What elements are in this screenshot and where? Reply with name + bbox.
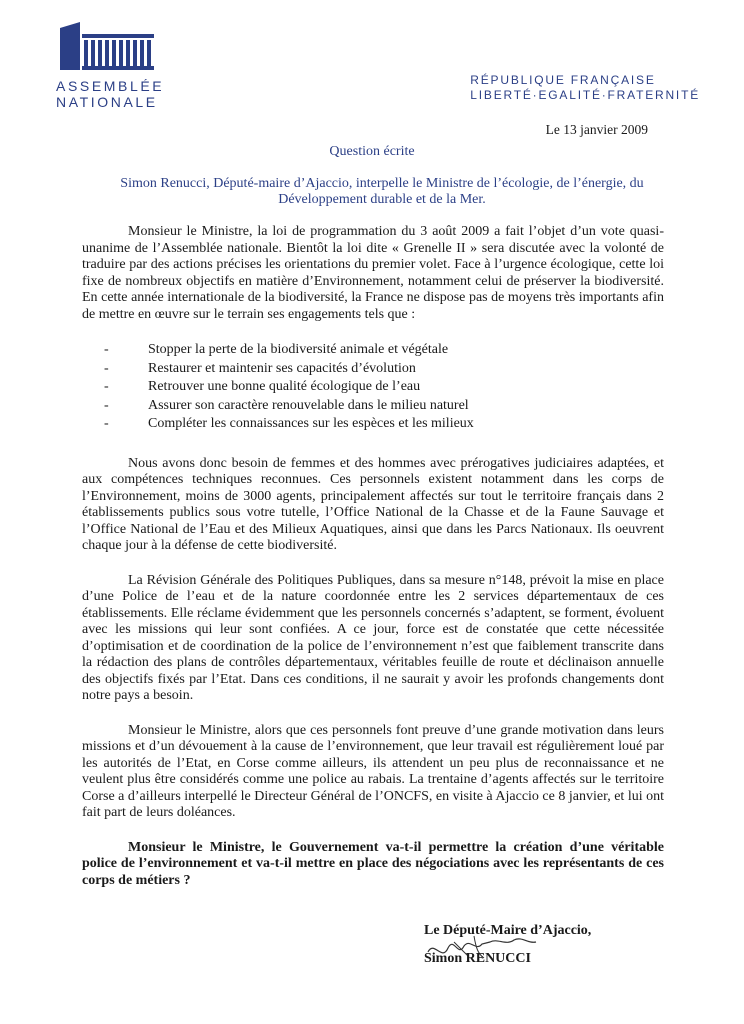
- republic-line1: RÉPUBLIQUE FRANÇAISE: [470, 73, 656, 87]
- list-item: - Assurer son caractère renouvelable dans le milieu naturel: [82, 397, 664, 416]
- signature-title: Le Député-Maire d’Ajaccio,: [424, 923, 592, 938]
- letter-subject: Question écrite: [329, 144, 415, 159]
- paragraph-2: Nous avons donc besoin de femmes et des hommes avec prérogatives judiciaires adaptées, et aux compétences techniques reconnues. Ces personnels existent notamment dans les corps de l’Environnement, moins de 3000 agents, principalement affectés sur tout le territoire français dans 2 établissements publics sous votre tutelle, l’Office National de la Chasse et de la Faune Sauvage et l’Office National de l’Eau et des Milieux Aquatiques, ainsi que dans les Parcs Nationaux. Ils oeuvrent chaque jour à la défense de cette biodiversité.: [82, 455, 664, 553]
- list-item: - Restaurer et maintenir ses capacités d’évolution: [82, 360, 664, 379]
- letter-heading: Simon Renucci, Député-maire d’Ajaccio, interpelle le Ministre de l’écologie, de l’énergie, du Développement durable et de la Mer.: [120, 176, 644, 207]
- republic-motto: [470, 73, 700, 103]
- letter-body: [82, 224, 664, 907]
- signature-block: [424, 922, 664, 968]
- assemblee-logo: [56, 22, 174, 110]
- objectives-list: [82, 341, 664, 434]
- logo-text-line1: ASSEMBLÉE: [56, 78, 165, 94]
- republic-line2: LIBERTÉ·EGALITÉ·FRATERNITÉ: [470, 88, 700, 102]
- list-item: - Compléter les connaissances sur les espèces et les milieux: [82, 415, 664, 434]
- list-item: - Stopper la perte de la biodiversité animale et végétale: [82, 341, 664, 360]
- paragraph-3: La Révision Générale des Politiques Publiques, dans sa mesure n°148, prévoit la mise en place d’une Police de l’eau et de la nature coordonnée entre les 2 services départementaux de ces établissements. Elle réclame évidemment que les personnels concernés s’adaptent, se forment, évoluent avec les missions qui leur sont confiées. A ce jour, force est de constatée que cette nécessitée d’optimisation et de coordination de la police de l’environnement n’est que faiblement transcrite dans la rédaction des plans de contrôles départementaux, véritables feuille de route et déclinaison annuelle des objectifs fixés par l’Etat. Dans ces conditions, il ne saurait y avoir les profonds changements dont notre pays a besoin.: [82, 572, 664, 703]
- list-item: - Retrouver une bonne qualité écologique de l’eau: [82, 378, 664, 397]
- logo-text-line2: NATIONALE: [56, 94, 158, 110]
- letter-date: Le 13 janvier 2009: [545, 122, 648, 137]
- signature-name: Simon RENUCCI: [424, 951, 531, 966]
- paragraph-4: Monsieur le Ministre, alors que ces personnels font preuve d’une grande motivation dans leurs missions et d’un dévouement à la cause de l’environnement, que leur travail est régulièrement loué par les autorités de l’Etat, en Corse comme ailleurs, ils attendent un peu plus de reconnaissance et ne veulent plus être considérés comme une police au rabais. La trentaine d’agents affectés sur le territoire Corse a d’ailleurs interpellé le Directeur Général de l’ONCFS, en visite à Ajaccio ce 8 janvier, et lui ont fait part de leurs doléances.: [82, 722, 664, 820]
- paragraph-1: Monsieur le Ministre, la loi de programmation du 3 août 2009 a fait l’objet d’un vote quasi-unanime de l’Assemblée nationale. Bientôt la loi dite « Grenelle II » sera discutée avec la volonté de traduire par des actions précises les orientations du premier volet. Face à l’urgence écologique, cette loi fixe de nombreux objectifs en matière d’Environnement, notamment celui de préserver la biodiversité. En cette année internationale de la biodiversité, la France ne dispose pas de moyens très importants afin de mettre en œuvre sur le terrain ses engagements tels que :: [82, 224, 664, 322]
- paragraph-question: Monsieur le Ministre, le Gouvernement va-t-il permettre la création d’une véritable police de l’environnement et va-t-il mettre en place des négociations avec les représentants de ces corps de métiers ?: [82, 839, 664, 888]
- assemblee-emblem-icon: [60, 22, 160, 70]
